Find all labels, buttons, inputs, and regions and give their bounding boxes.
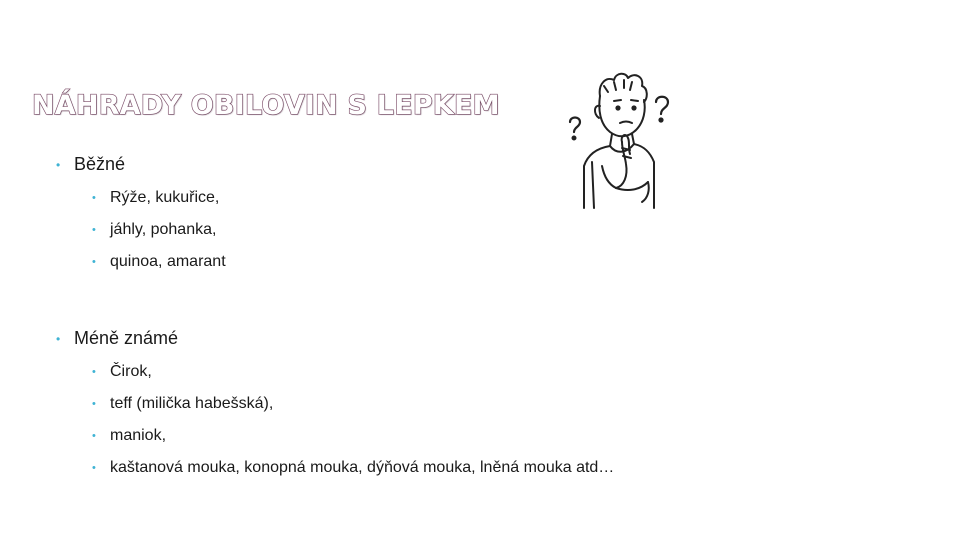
list-item — [92, 356, 614, 388]
list-item — [92, 420, 614, 452]
bullet-icon: • — [92, 398, 96, 410]
list-item-text: quinoa, amarant — [110, 253, 226, 270]
list-item — [92, 388, 614, 420]
list-item-text: maniok, — [110, 427, 167, 444]
list-item — [92, 246, 226, 278]
list-item — [92, 182, 226, 214]
list-item-text: kaštanová mouka, konopná mouka, dýňová mouka, lněná mouka atd… — [110, 459, 615, 476]
section-bezne — [56, 150, 226, 278]
bullet-icon: • — [92, 224, 96, 236]
bullet-icon: • — [92, 462, 96, 474]
section-label: Méně známé — [74, 328, 179, 348]
bullet-icon: • — [92, 192, 96, 204]
list-item-text: jáhly, pohanka, — [110, 221, 217, 238]
list-item — [92, 214, 226, 246]
list-item — [56, 150, 226, 178]
slide-title: NÁHRADY OBILOVIN S LEPKEM — [32, 90, 500, 121]
section-label: Běžné — [74, 154, 126, 174]
thinking-person-icon — [562, 66, 680, 216]
bullet-icon: • — [56, 158, 61, 172]
list-item-text: Čirok, — [110, 363, 152, 380]
section-mene-zname — [56, 324, 614, 484]
bullet-icon: • — [92, 256, 96, 268]
list-item — [56, 324, 614, 352]
bullet-icon: • — [56, 332, 61, 346]
bullet-icon: • — [92, 430, 96, 442]
list-item-text: Rýže, kukuřice, — [110, 189, 220, 206]
list-item-text: teff (milička habešská), — [110, 395, 274, 412]
bullet-icon: • — [92, 366, 96, 378]
list-item — [92, 452, 614, 484]
